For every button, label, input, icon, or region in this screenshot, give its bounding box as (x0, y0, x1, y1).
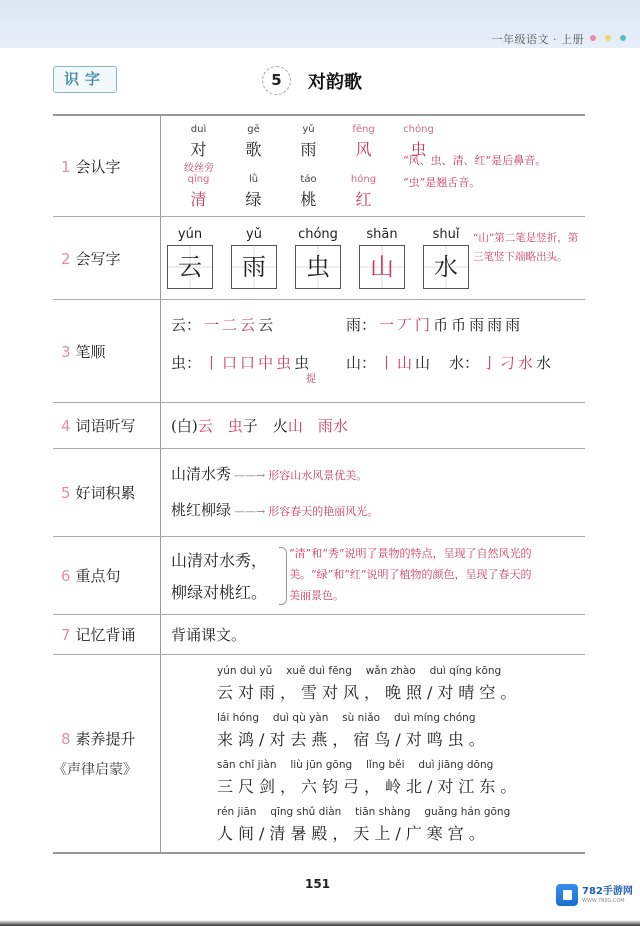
row-enrichment (53, 655, 585, 852)
study-table (53, 114, 585, 854)
writing-box: shuǐ 水 (423, 227, 469, 289)
pronunciation-note: “风、虫、清、红”是后鼻音。 “虫”是翘舌音。 (403, 154, 547, 189)
writing-box: shān 山 (359, 227, 405, 289)
row-number: 3 (61, 342, 71, 361)
row-number: 6 (61, 567, 71, 585)
row-label: 会写字 (75, 249, 121, 268)
phrase-item: 山清水秀 ——→ 形容山水风景优美。 (171, 465, 368, 483)
char-item: hóng 红 (350, 174, 377, 209)
row-recognize-chars (53, 116, 585, 217)
verse-line: sān chǐ jiàn liù jūn gōng lǐng běi duì jiāng dōng 三尺剑，六钧弓，岭北/对江东。 (217, 759, 522, 796)
row-stroke-order (53, 300, 585, 403)
row-number: 4 (61, 417, 71, 435)
row-label: 会认字 (75, 157, 121, 176)
char-item: lǜ 绿 (245, 174, 262, 209)
row-good-words (53, 449, 585, 537)
verse-line: lái hóng duì qù yàn sù niǎo duì míng chóng 来鸿/对去燕，宿鸟/对鸣虫。 (217, 712, 490, 749)
key-sentence-lines: 山清对水秀， 柳绿对桃红。 (171, 551, 268, 602)
row-label: 记忆背诵 (75, 626, 136, 644)
lesson-title: 对韵歌 (308, 72, 362, 93)
row-dictation (53, 403, 585, 449)
dot-teal-icon (620, 35, 626, 41)
dot-yellow-icon (605, 35, 611, 41)
site-watermark (556, 884, 633, 906)
row-label: 好词积累 (75, 484, 136, 502)
stroke-tip-annotation: 提 (306, 374, 316, 385)
watermark-name: 782手游网 (582, 885, 633, 897)
char-item: yǔ 雨 (300, 124, 317, 159)
decorative-dots (590, 35, 626, 41)
verse-line: yún duì yǔ xuě duì fēng wǎn zhào duì qíng kōng 云对雨，雪对风，晚照/对晴空。 (217, 665, 522, 702)
page-number: 151 (305, 877, 331, 891)
char-item: fēng 风 (352, 124, 375, 159)
row-memorize (53, 615, 585, 655)
cube-logo-icon (556, 884, 578, 906)
char-item: qīng 清 (187, 174, 210, 209)
writing-box: yún 云 (167, 227, 213, 289)
stroke-order-yu: 雨： 一 丆 门 币 币 雨 雨 雨 (346, 316, 521, 334)
writing-box: yǔ 雨 (231, 227, 277, 289)
row-write-chars (53, 217, 585, 300)
dot-pink-icon (590, 35, 596, 41)
row-label: 素养提升 (75, 730, 136, 748)
recite-text: 背诵课文。 (171, 626, 247, 644)
row-number: 1 (61, 157, 71, 176)
row-label: 重点句 (75, 567, 121, 585)
key-sentence-note: “清”和“秀”说明了景物的特点，呈现了自然风光的美。“绿”和“红”说明了植物的颜色，呈现了春天的美丽景色。 (289, 547, 532, 602)
lesson-category-tag: 识字 (53, 66, 117, 93)
row-number: 8 (61, 730, 71, 748)
writing-box: chóng 虫 (295, 227, 341, 289)
bottom-edge (0, 920, 640, 926)
char-item: gē 歌 (245, 124, 262, 159)
row-label: 词语听写 (75, 417, 136, 435)
writing-grid (167, 227, 469, 289)
row-label: 笔顺 (75, 342, 106, 361)
brace-icon (279, 547, 287, 605)
radical-annotation: 绞丝旁 (184, 163, 214, 174)
row-number: 2 (61, 249, 71, 268)
lesson-number: 5 (262, 66, 291, 95)
char-item: táo 桃 (300, 174, 317, 209)
char-item: duì 对 (190, 124, 207, 159)
dictation-words: (白)云 虫子 火山 雨水 (171, 417, 348, 435)
stroke-order-shui: 水： 亅 刁 水 水 (449, 354, 552, 372)
book-tag: 一年级语文 · 上册 (491, 33, 584, 46)
stroke-order-yun: 云： 一 二 云 云 (171, 316, 274, 334)
char-item: chóng 虫 (403, 124, 434, 159)
row-number: 5 (61, 484, 71, 502)
source-book-title: 《声律启蒙》 (53, 762, 137, 778)
arrow-right-icon: ——→ (234, 505, 266, 518)
arrow-right-icon: ——→ (234, 469, 266, 482)
writing-note: “山”第二笔是竖折，第三笔竖下端略出头。 (473, 232, 579, 263)
phrase-item: 桃红柳绿 ——→ 形容春天的艳丽风光。 (171, 501, 379, 519)
row-key-sentences (53, 537, 585, 615)
stroke-order-chong: 虫： 丨 口 口 中 虫 虫 (171, 354, 310, 372)
stroke-order-shan: 山： 丨 山 山 (346, 354, 431, 372)
verse-line: rén jiān qīng shǔ diàn tiān shàng guǎng hán gōng 人间/清暑殿，天上/广寒宫。 (217, 806, 511, 843)
watermark-url: WWW.782G.COM (582, 897, 625, 904)
row-number: 7 (61, 626, 71, 644)
